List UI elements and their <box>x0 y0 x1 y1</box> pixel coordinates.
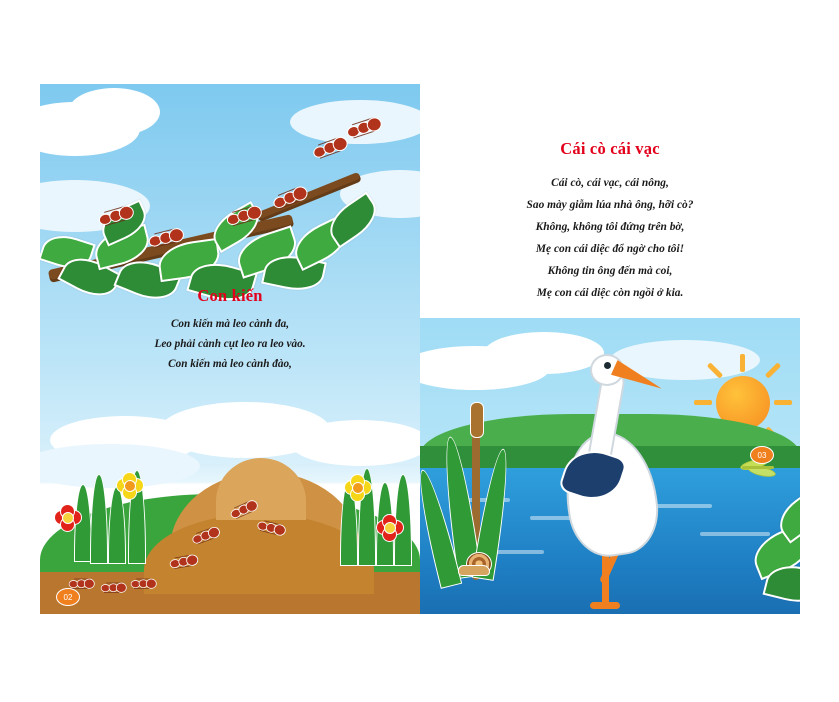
pond-scene <box>420 318 800 614</box>
stork-foot <box>590 602 620 609</box>
cloud-shape <box>290 420 420 466</box>
ant-icon <box>101 582 125 592</box>
right-poem-title: Cái cò cái vạc <box>560 139 660 158</box>
left-poem-title: Con kiến <box>197 286 263 305</box>
poem-line: Con kiến mà leo cành đào, <box>168 358 292 370</box>
flower-icon <box>344 474 370 500</box>
water-ripple <box>700 532 770 536</box>
flower-icon <box>116 472 142 498</box>
reed-head <box>470 402 484 438</box>
right-poem-lines <box>420 172 800 304</box>
poem-line: Mẹ con cái diệc còn ngồi ở kia. <box>536 287 684 299</box>
poem-line: Cái cò, cái vạc, cái nông, <box>551 177 669 189</box>
ant-icon <box>131 578 155 588</box>
cloud-shape <box>68 88 160 136</box>
cloud-shape <box>484 332 604 374</box>
poem-line: Không, không tôi đứng trên bờ, <box>535 221 685 233</box>
poem-line: Mẹ con cái diệc đổ ngờ cho tôi! <box>535 243 685 255</box>
left-page <box>40 84 420 614</box>
poem-line: Con kiến mà leo cành đa, <box>170 318 290 330</box>
stork-eye <box>604 362 611 369</box>
snail-icon <box>458 552 492 576</box>
page-number-right: 03 <box>750 446 774 464</box>
page-number-left: 02 <box>56 588 80 606</box>
book-spread <box>40 84 800 614</box>
flower-icon <box>376 514 402 540</box>
right-page <box>420 84 800 614</box>
poem-line: Leo phải cành cụt leo ra leo vào. <box>154 338 306 350</box>
flower-icon <box>54 504 80 530</box>
stork-illustration <box>550 376 700 614</box>
ant-icon <box>69 578 93 588</box>
poem-line: Sao mày giẫm lúa nhà ông, hỡi cò? <box>526 199 694 211</box>
poem-line: Không tin ông đến mà coi, <box>547 265 673 277</box>
